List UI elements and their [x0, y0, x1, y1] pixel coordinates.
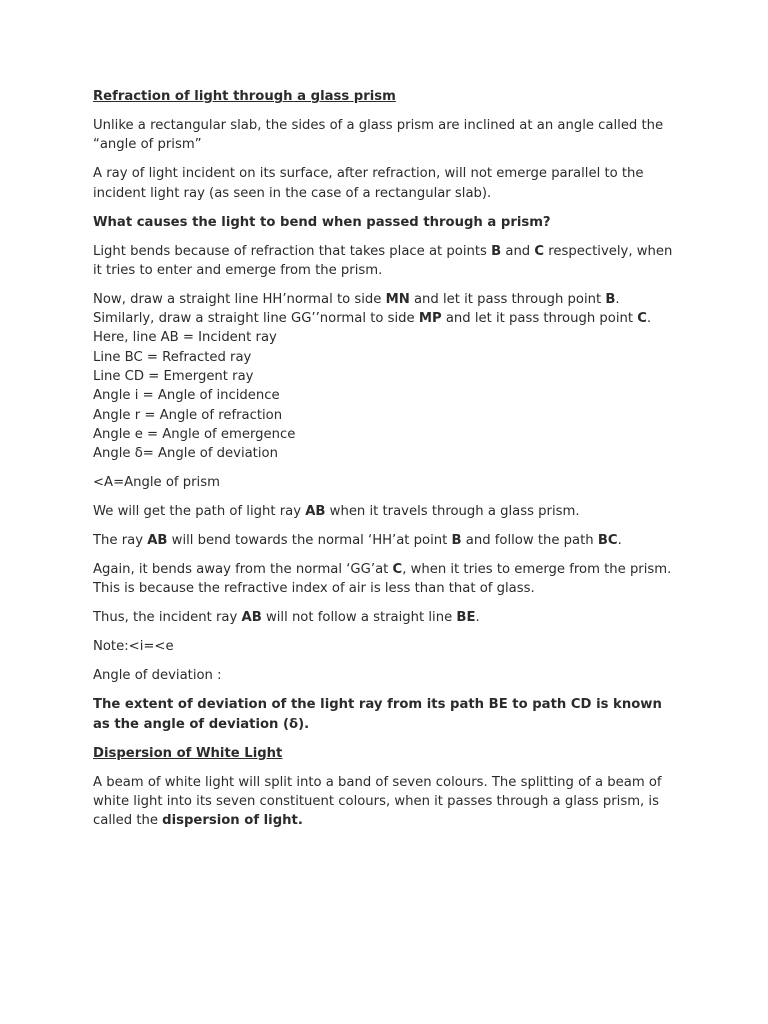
- paragraph-not-straight: Thus, the incident ray AB will not follow a straight line BE.: [93, 610, 480, 626]
- paragraph-note: Note:<i=<e: [93, 639, 174, 655]
- paragraph-angle-of-prism: <A=Angle of prism: [93, 475, 220, 491]
- paragraph-bend-towards-normal: The ray AB will bend towards the normal ‘HH’at point B and follow the path BC.: [93, 533, 622, 549]
- paragraph-bend-away: Again, it bends away from the normal ‘GG’at C, when it tries to emerge from the prism. This is because the refractive index of air is less than that of glass.: [93, 562, 672, 597]
- paragraph-dispersion: A beam of white light will split into a band of seven colours. The splitting of a beam of white light into its seven constituent colours, when it passes through a glass prism, is called the dispersion of light.: [93, 774, 662, 829]
- paragraph-path-ab: We will get the path of light ray AB when it travels through a glass prism.: [93, 504, 580, 520]
- list-item: Here, line AB = Incident ray: [93, 330, 277, 346]
- paragraph-not-parallel: A ray of light incident on its surface, after refraction, will not emerge parallel to the incident light ray (as seen in the case of a rectangular slab).: [93, 166, 644, 201]
- list-item: Line CD = Emergent ray: [93, 369, 254, 384]
- list-item: Angle i = Angle of incidence: [93, 388, 280, 404]
- section-title-dispersion: Dispersion of White Light: [93, 745, 283, 761]
- list-item: Angle e = Angle of emergence: [93, 426, 296, 442]
- paragraph-normals: Now, draw a straight line HH’normal to side MN and let it pass through point B. Similarly, draw a straight line GG’’normal to side MP and let it pass through point C.: [93, 291, 652, 327]
- document-page: [93, 87, 678, 840]
- definition-angle-of-deviation: The extent of deviation of the light ray from its path BE to path CD is known as the angle of deviation (δ).: [93, 697, 662, 732]
- list-item: Line BC = Refracted ray: [93, 349, 252, 365]
- definitions-block: [93, 290, 678, 464]
- paragraph-bending-points: Light bends because of refraction that takes place at points B and C respectively, when it tries to enter and emerge from the prism.: [93, 243, 673, 278]
- list-item: Angle δ= Angle of deviation: [93, 446, 278, 462]
- question-heading: What causes the light to bend when passed through a prism?: [93, 214, 551, 230]
- paragraph-angle-of-prism-intro: Unlike a rectangular slab, the sides of a glass prism are inclined at an angle called the “angle of prism”: [93, 117, 664, 153]
- section-title-refraction: Refraction of light through a glass prism: [93, 89, 396, 104]
- paragraph-angle-of-deviation-label: Angle of deviation :: [93, 668, 222, 684]
- list-item: Angle r = Angle of refraction: [93, 407, 283, 423]
